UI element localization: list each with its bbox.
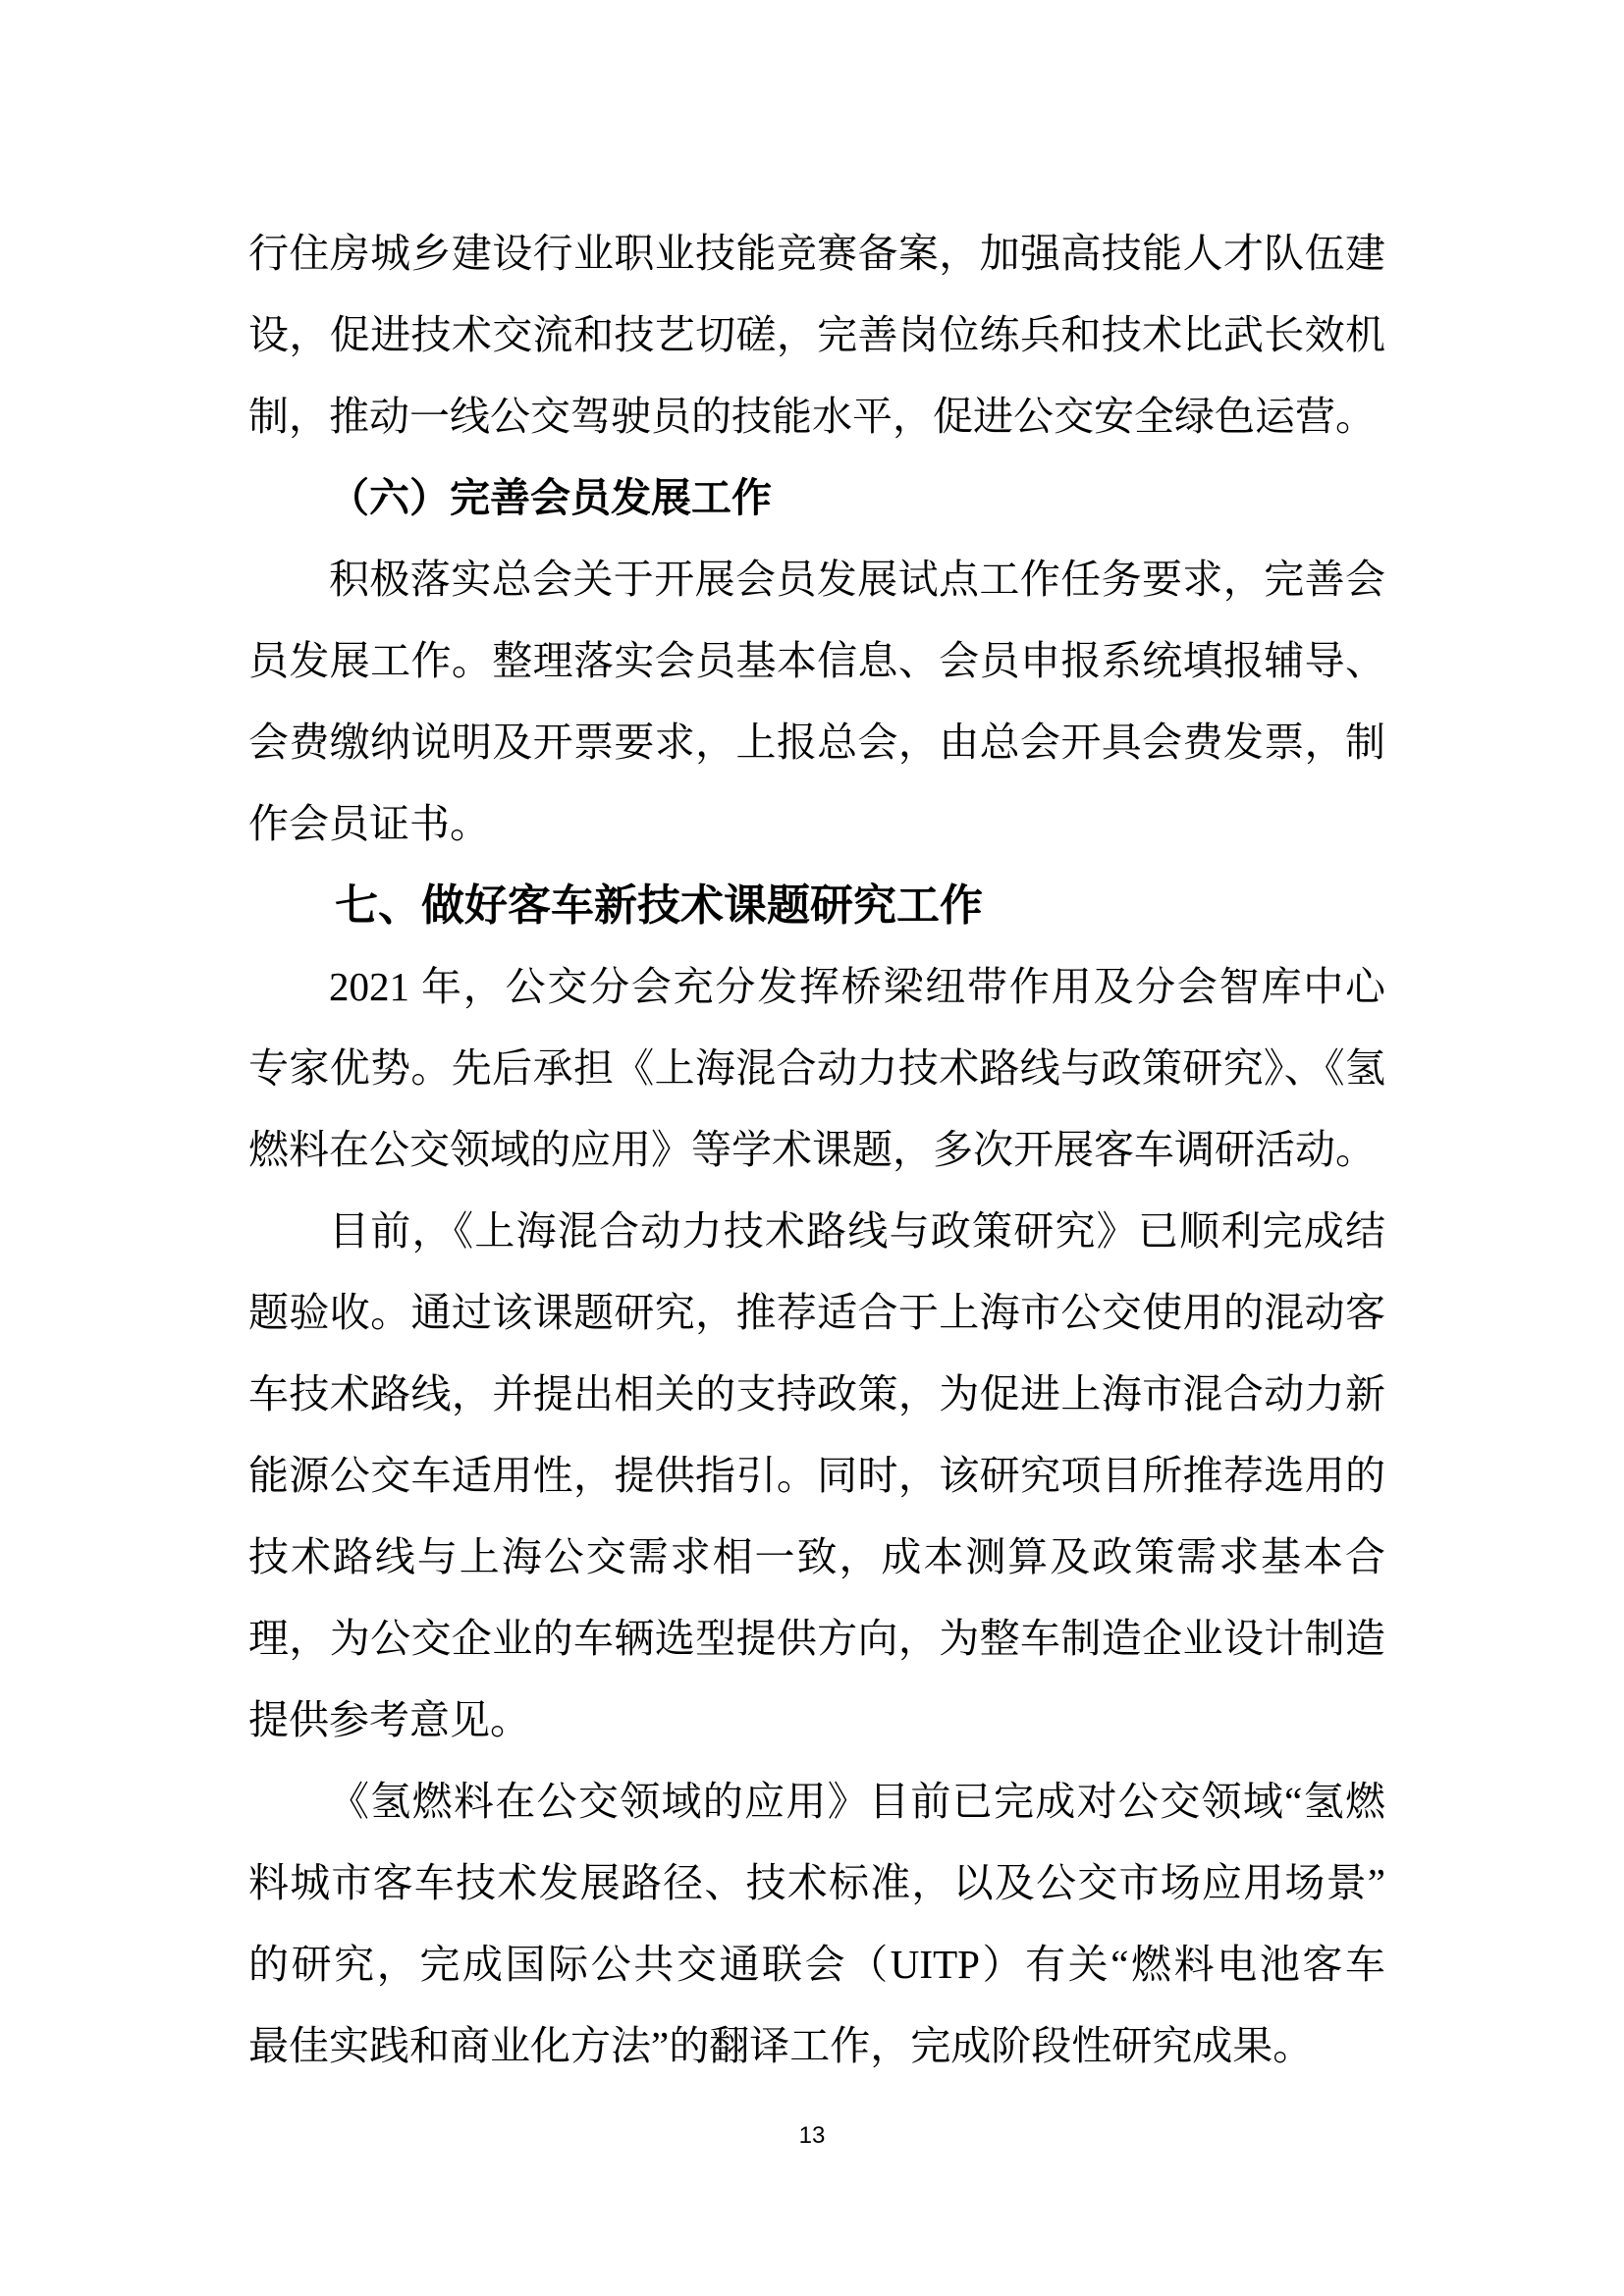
text-line: 作会员证书。	[248, 801, 490, 846]
page-number: 13	[798, 2122, 826, 2149]
text-line: 理，为公交企业的车辆选型提供方向，为整车制造企业设计制造	[248, 1616, 1385, 1661]
text-line: 的研究，完成国际公共交通联会（UITP）有关“燃料电池客车	[248, 1942, 1385, 1987]
paragraph	[248, 539, 1385, 865]
text-line: 员发展工作。整理落实会员基本信息、会员申报系统填报辅导、	[248, 638, 1385, 683]
text-line: 提供参考意见。	[248, 1697, 530, 1742]
text-line: 题验收。通过该课题研究，推荐适合于上海市公交使用的混动客	[248, 1290, 1385, 1335]
text-line: 目前，《上海混合动力技术路线与政策研究》已顺利完成结	[329, 1208, 1385, 1254]
text-line: 制，推动一线公交驾驶员的技能水平，促进公交安全绿色运营。	[248, 394, 1376, 439]
text-line: 七、做好客车新技术课题研究工作	[335, 881, 983, 930]
text-line: 行住房城乡建设行业职业技能竞赛备案，加强高技能人才队伍建	[248, 231, 1385, 276]
text-line: 专家优势。先后承担《上海混合动力技术路线与政策研究》、《氢	[248, 1045, 1385, 1091]
sub-heading	[248, 457, 1385, 539]
text-line: 燃料在公交领域的应用》等学术课题，多次开展客车调研活动。	[248, 1127, 1376, 1172]
text-line: （六）完善会员发展工作	[329, 475, 772, 520]
text-line: 会费缴纳说明及开票要求，上报总会，由总会开具会费发票，制	[248, 720, 1385, 765]
paragraph	[248, 213, 1385, 457]
text-line: 积极落实总会关于开展会员发展试点工作任务要求，完善会	[329, 557, 1385, 602]
text-line: 料城市客车技术发展路径、技术标准，以及公交市场应用场景”	[248, 1860, 1385, 1905]
text-line: 最佳实践和商业化方法”的翻译工作，完成阶段性研究成果。	[248, 2023, 1314, 2068]
paragraph	[248, 946, 1385, 1191]
section-heading	[248, 865, 1385, 946]
document-body	[248, 213, 1385, 2087]
text-line: 车技术路线，并提出相关的支持政策，为促进上海市混合动力新	[248, 1371, 1385, 1416]
paragraph	[248, 1761, 1385, 2087]
text-line: 《氢燃料在公交领域的应用》目前已完成对公交领域“氢燃	[329, 1779, 1385, 1824]
text-line: 技术路线与上海公交需求相一致，成本测算及政策需求基本合	[248, 1534, 1385, 1579]
text-line: 设，促进技术交流和技艺切磋，完善岗位练兵和技术比武长效机	[248, 312, 1385, 357]
text-line: 2021 年，公交分会充分发挥桥梁纽带作用及分会智库中心	[329, 964, 1385, 1009]
paragraph	[248, 1191, 1385, 1761]
text-line: 能源公交车适用性，提供指引。同时，该研究项目所推荐选用的	[248, 1453, 1385, 1498]
